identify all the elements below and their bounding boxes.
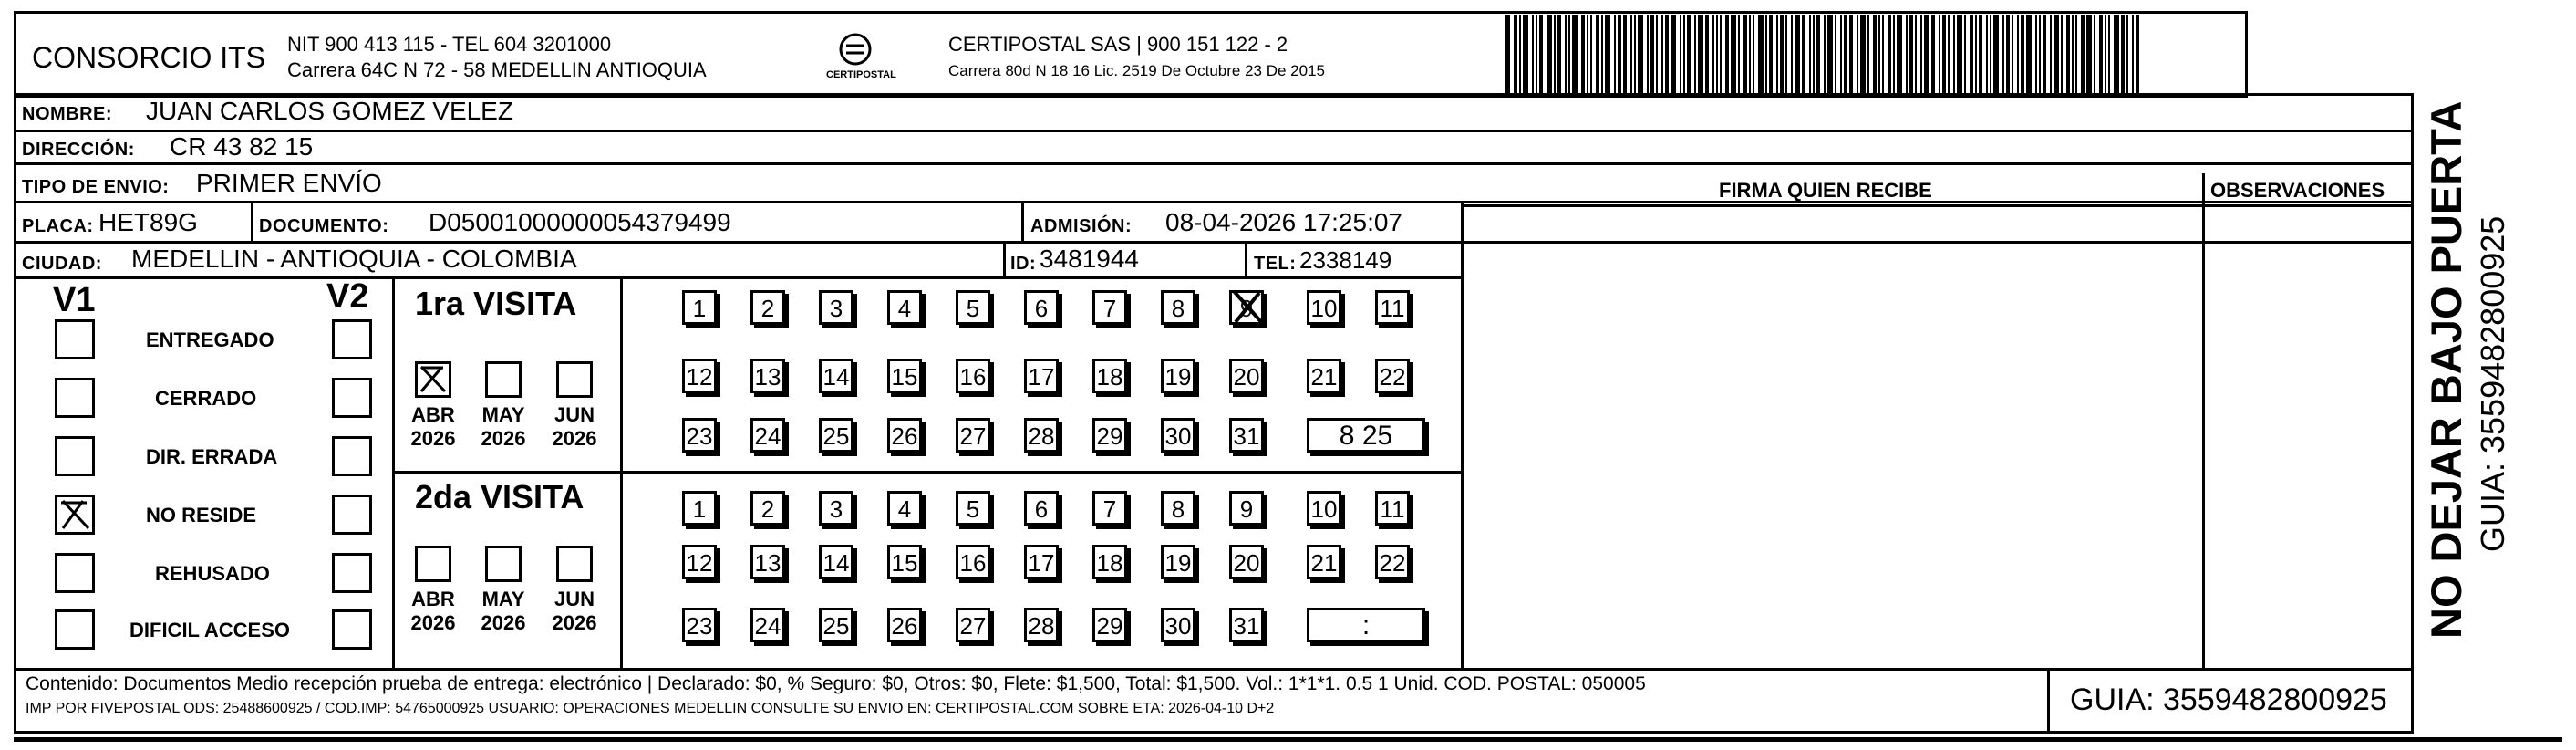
- barcode-bar: [1680, 15, 1681, 93]
- visit2-day-box[interactable]: 9: [1229, 491, 1264, 526]
- barcode-bar: [1776, 15, 1778, 93]
- barcode-bar: [1888, 15, 1891, 93]
- visit2-time-box[interactable]: :: [1307, 608, 1425, 642]
- tel-value: 2338149: [1299, 246, 1392, 274]
- id-value: 3481944: [1040, 245, 1140, 273]
- barcode-bar: [2105, 15, 2106, 93]
- barcode-bar: [2017, 15, 2019, 93]
- barcode-bar: [1587, 15, 1588, 93]
- row-line: [14, 241, 2414, 244]
- visit2-day-box[interactable]: 19: [1161, 545, 1195, 579]
- barcode-bar: [2026, 15, 2032, 93]
- barcode-bar: [1849, 15, 1853, 93]
- barcode-bar: [2094, 15, 2095, 93]
- status-v2-checkbox[interactable]: [332, 436, 372, 476]
- firma-header: FIRMA QUIEN RECIBE: [1719, 179, 1932, 202]
- visit2-day-box[interactable]: 2: [750, 491, 785, 526]
- barcode-bar: [1705, 15, 1709, 93]
- nombre-value: JUAN CARLOS GOMEZ VELEZ: [146, 97, 513, 125]
- visit2-day-box[interactable]: 17: [1024, 545, 1059, 579]
- visit1-day-box[interactable]: 20: [1229, 359, 1264, 393]
- cell-divider: [1245, 241, 1247, 276]
- barcode-bar: [1915, 15, 1917, 93]
- visit1-day-box[interactable]: 24: [750, 418, 785, 453]
- barcode-bar: [2061, 15, 2063, 93]
- visit1-day-box[interactable]: 26: [887, 418, 922, 453]
- status-v1-checkbox[interactable]: [55, 319, 95, 359]
- visit2-year-label: 2026: [481, 611, 526, 634]
- barcode-bar: [2039, 15, 2041, 93]
- barcode-bar: [2054, 15, 2059, 93]
- barcode-bar: [1970, 15, 1973, 93]
- certipostal-name: CERTIPOSTAL SAS | 900 151 122 - 2: [948, 33, 1288, 56]
- barcode-bar: [1975, 15, 1977, 93]
- visit2-month-label: MAY: [481, 588, 525, 610]
- barcode-bar: [1514, 15, 1517, 93]
- status-v2-checkbox[interactable]: [332, 495, 372, 535]
- barcode-bar: [1924, 15, 1929, 93]
- barcode-bar: [2132, 15, 2134, 93]
- visit2-day-box[interactable]: 11: [1375, 491, 1410, 526]
- barcode-bar: [1581, 15, 1585, 93]
- visit2-day-box[interactable]: 28: [1024, 608, 1059, 642]
- side-guia: GUIA: 3559482800925: [2474, 215, 2511, 552]
- visit2-year-label: 2026: [410, 611, 456, 634]
- visit2-day-box[interactable]: 12: [682, 545, 717, 579]
- visit1-title: 1ra VISITA: [415, 285, 577, 322]
- barcode-bar: [1816, 15, 1820, 93]
- barcode-bar: [1661, 15, 1663, 93]
- status-label: DIFICIL ACCESO: [129, 619, 291, 641]
- barcode-bar: [1809, 15, 1811, 93]
- visit1-day-box[interactable]: 12: [682, 359, 717, 393]
- visit1-month-checkbox[interactable]: [415, 361, 451, 398]
- barcode-bar: [1650, 15, 1654, 93]
- visit2-day-box[interactable]: 16: [956, 545, 990, 579]
- visit2-day-box[interactable]: 23: [682, 608, 717, 642]
- barcode-bar: [1785, 15, 1787, 93]
- firma-divider: [1461, 201, 1464, 668]
- visit2-day-box[interactable]: 4: [887, 491, 922, 526]
- admision-label: ADMISIÓN:: [1030, 216, 1133, 236]
- barcode-bar: [1725, 15, 1729, 93]
- barcode-bar: [2121, 15, 2125, 93]
- visit2-day-box[interactable]: 22: [1375, 545, 1410, 579]
- visit1-day-box[interactable]: 6: [1024, 290, 1059, 325]
- status-label: NO RESIDE: [146, 504, 257, 526]
- visit1-day-box[interactable]: 16: [956, 359, 990, 393]
- barcode-bar: [2075, 15, 2077, 93]
- visit1-day-box[interactable]: 14: [819, 359, 853, 393]
- logo-text: CERTIPOSTAL: [826, 69, 896, 80]
- company-name: CONSORCIO ITS: [32, 41, 266, 74]
- observaciones-header: OBSERVACIONES: [2210, 179, 2385, 202]
- row-line: [14, 201, 2414, 203]
- barcode-bar: [1656, 15, 1658, 93]
- visit1-day-box[interactable]: 5: [956, 290, 990, 325]
- cell-divider: [251, 201, 253, 241]
- barcode-bar: [2126, 15, 2128, 93]
- admision-value: 08-04-2026 17:25:07: [1165, 208, 1402, 236]
- visit1-year-label: 2026: [410, 427, 456, 450]
- visit2-month-checkbox[interactable]: [485, 546, 522, 582]
- status-label: REHUSADO: [155, 562, 270, 585]
- barcode-bar: [2035, 15, 2037, 93]
- visit2-day-box[interactable]: 24: [750, 608, 785, 642]
- visit2-month-label: JUN: [553, 588, 595, 610]
- barcode-bar: [1758, 15, 1764, 93]
- cell-divider: [1021, 201, 1024, 241]
- visit2-day-box[interactable]: 20: [1229, 545, 1264, 579]
- barcode-bar: [1802, 15, 1805, 93]
- ciudad-label: CIUDAD:: [22, 254, 102, 274]
- barcode-bar: [1964, 15, 1966, 93]
- barcode-bar: [1738, 15, 1740, 93]
- barcode-bar: [2043, 15, 2046, 93]
- barcode-bar: [1519, 15, 1521, 93]
- visit1-day-box[interactable]: 19: [1161, 359, 1195, 393]
- barcode-bar: [1873, 15, 1877, 93]
- barcode-bar: [1614, 15, 1616, 93]
- placa-label: PLACA:: [22, 216, 94, 236]
- visit1-day-box[interactable]: 11: [1375, 290, 1410, 325]
- visit2-month-checkbox[interactable]: [415, 546, 451, 582]
- barcode-bar: [2006, 15, 2010, 93]
- status-v2-checkbox[interactable]: [332, 319, 372, 359]
- barcode-bar: [2099, 15, 2103, 93]
- visit2-day-box[interactable]: 14: [819, 545, 853, 579]
- barcode-bar: [1743, 15, 1747, 93]
- barcode-bar: [1712, 15, 1714, 93]
- visit1-day-box[interactable]: 30: [1161, 418, 1195, 453]
- visit1-day-box[interactable]: 23: [682, 418, 717, 453]
- barcode-bar: [2081, 15, 2085, 93]
- barcode-bar: [1694, 15, 1696, 93]
- visit1-day-box[interactable]: 2: [750, 290, 785, 325]
- tipo-label: TIPO DE ENVIO:: [22, 177, 170, 197]
- barcode-bar: [1618, 15, 1621, 93]
- certipostal-logo: [826, 31, 896, 84]
- visit1-month-label: ABR: [411, 403, 455, 426]
- visit1-day-box[interactable]: 21: [1307, 359, 1341, 393]
- barcode-bar: [1565, 15, 1567, 93]
- footer-imp: IMP POR FIVEPOSTAL ODS: 25488600925 / COD.IMP: 54765000925 USUARIO: OPERACIONES MEDELLIN CONSULTE SU ENVIO EN: CERTIPOSTAL.COM SOBRE ETA: 2026-04-10 D+2: [26, 701, 1275, 716]
- barcode-bar: [1844, 15, 1847, 93]
- documento-value: D05001000000054379499: [429, 208, 731, 236]
- barcode-bar: [2072, 15, 2074, 93]
- barcode-bar: [1683, 15, 1685, 93]
- barcode-bar: [2050, 15, 2052, 93]
- barcode-bar: [1505, 15, 1510, 93]
- status-v1-checkbox[interactable]: [55, 378, 95, 418]
- barcode-bar: [1698, 15, 1703, 93]
- visit2-day-box[interactable]: 29: [1092, 608, 1127, 642]
- visit2-day-box[interactable]: 30: [1161, 608, 1195, 642]
- barcode-bar: [1749, 15, 1751, 93]
- barcode-bar: [1897, 15, 1902, 93]
- visit1-day-box[interactable]: 17: [1024, 359, 1059, 393]
- barcode-bar: [1634, 15, 1636, 93]
- visit2-day-box[interactable]: 18: [1092, 545, 1127, 579]
- col-head-line: [1461, 204, 2414, 207]
- visit2-day-box[interactable]: 1: [682, 491, 717, 526]
- visit-divider: [392, 471, 1461, 474]
- day-number: 9: [1239, 295, 1254, 322]
- visit1-day-box[interactable]: 28: [1024, 418, 1059, 453]
- barcode-bar: [1857, 15, 1858, 93]
- cell-divider: [1003, 241, 1006, 276]
- company-address: Carrera 64C N 72 - 58 MEDELLIN ANTIOQUIA: [287, 58, 707, 81]
- certipostal-license: Carrera 80d N 18 16 Lic. 2519 De Octubre 23 De 2015: [948, 62, 1325, 79]
- status-v1-checkbox[interactable]: [55, 436, 95, 476]
- barcode-bar: [1979, 15, 1982, 93]
- barcode-bar: [2066, 15, 2070, 93]
- row-line: [14, 162, 2414, 165]
- visit1-day-box[interactable]: [1229, 290, 1264, 325]
- nombre-label: NOMBRE:: [22, 104, 113, 124]
- barcode-bar: [1572, 15, 1578, 93]
- visit1-day-box[interactable]: 25: [819, 418, 853, 453]
- visit1-day-box[interactable]: 18: [1092, 359, 1127, 393]
- status-v2-checkbox[interactable]: [332, 553, 372, 593]
- barcode-bar: [1827, 15, 1833, 93]
- barcode-bar: [1939, 15, 1940, 93]
- barcode-bar: [1769, 15, 1773, 93]
- barcode-bar: [1601, 15, 1603, 93]
- barcode-bar: [2108, 15, 2110, 93]
- visit2-day-box[interactable]: 5: [956, 491, 990, 526]
- visit2-day-box[interactable]: 27: [956, 608, 990, 642]
- visit2-day-box[interactable]: 25: [819, 608, 853, 642]
- status-v2-checkbox[interactable]: [332, 378, 372, 418]
- barcode-bar: [1882, 15, 1884, 93]
- visit1-year-label: 2026: [481, 427, 526, 450]
- visit2-day-box[interactable]: 21: [1307, 545, 1341, 579]
- barcode-bar: [1765, 15, 1767, 93]
- barcode-bar: [1993, 15, 1999, 93]
- visit1-day-box[interactable]: 4: [887, 290, 922, 325]
- visit1-day-box[interactable]: 8: [1161, 290, 1195, 325]
- barcode-bar: [1840, 15, 1842, 93]
- visit2-year-label: 2026: [552, 611, 597, 634]
- barcode-bar: [1795, 15, 1800, 93]
- visit1-month-checkbox[interactable]: [556, 361, 593, 398]
- barcode-bar: [2002, 15, 2004, 93]
- visit2-day-box[interactable]: 8: [1161, 491, 1195, 526]
- visit1-day-box[interactable]: 3: [819, 290, 853, 325]
- status-v1-checkbox[interactable]: [55, 609, 95, 650]
- status-label: ENTREGADO: [146, 328, 274, 351]
- barcode-bar: [2114, 15, 2119, 93]
- barcode-bar: [1867, 15, 1869, 93]
- visit1-day-box[interactable]: 13: [750, 359, 785, 393]
- barcode-bar: [1557, 15, 1561, 93]
- visit2-title: 2da VISITA: [415, 478, 585, 516]
- visit1-month-checkbox[interactable]: [485, 361, 522, 398]
- barcode-bar: [1716, 15, 1718, 93]
- status-v2-checkbox[interactable]: [332, 609, 372, 650]
- status-label: CERRADO: [155, 387, 257, 410]
- row-line: [14, 276, 1461, 279]
- barcode-bar: [1638, 15, 1643, 93]
- visit1-day-box[interactable]: 15: [887, 359, 922, 393]
- footer-guia: GUIA: 3559482800925: [2070, 682, 2387, 717]
- barcode-bar: [1813, 15, 1815, 93]
- visit1-year-label: 2026: [552, 427, 597, 450]
- visit1-month-label: JUN: [553, 403, 595, 426]
- barcode-bar: [1605, 15, 1610, 93]
- barcode-bar: [1547, 15, 1552, 93]
- barcode-bar: [1623, 15, 1627, 93]
- status-v1-checkbox[interactable]: [55, 553, 95, 593]
- company-nit: NIT 900 413 115 - TEL 604 3201000: [287, 33, 612, 56]
- ciudad-value: MEDELLIN - ANTIOQUIA - COLOMBIA: [131, 245, 577, 273]
- visit2-month-checkbox[interactable]: [556, 546, 593, 582]
- barcode-bar: [2012, 15, 2013, 93]
- barcode-bar: [1630, 15, 1632, 93]
- visit2-day-box[interactable]: 6: [1024, 491, 1059, 526]
- visit2-day-box[interactable]: 31: [1229, 608, 1264, 642]
- status-v1-checkbox[interactable]: [55, 495, 95, 535]
- status-label: DIR. ERRADA: [146, 445, 278, 468]
- barcode-bar: [2136, 15, 2139, 93]
- visit2-day-box[interactable]: 10: [1307, 491, 1341, 526]
- footer-divider: [2047, 668, 2050, 734]
- barcode-bar: [1791, 15, 1793, 93]
- visit2-day-box[interactable]: 3: [819, 491, 853, 526]
- barcode-bar: [1835, 15, 1836, 93]
- barcode-bar: [1671, 15, 1676, 93]
- barcode-bar: [1957, 15, 1962, 93]
- row-line: [14, 668, 2414, 671]
- barcode-bar: [1568, 15, 1570, 93]
- visit1-day-box[interactable]: 22: [1375, 359, 1410, 393]
- v1-header: V1: [53, 281, 96, 319]
- barcode-bar: [1523, 15, 1528, 93]
- tel-label: TEL:: [1254, 254, 1297, 274]
- tipo-value: PRIMER ENVÍO: [196, 169, 382, 197]
- visit1-day-box[interactable]: 29: [1092, 418, 1127, 453]
- id-label: ID:: [1010, 254, 1037, 274]
- visit1-day-box[interactable]: 27: [956, 418, 990, 453]
- visit1-day-box[interactable]: 1: [682, 290, 717, 325]
- barcode-bar: [1554, 15, 1556, 93]
- barcode-bar: [1990, 15, 1991, 93]
- footer-contenido: Contenido: Documentos Medio recepción prueba de entrega: electrónico | Declarado: $0, % Seguro: $0, Otros: $0, Flete: $1,500, Total: $1,500. Vol.: 1*1*1. 0.5 1 Unid. COD. POSTAL: 050005: [26, 673, 1646, 694]
- placa-value: HET89G: [98, 208, 198, 236]
- barcode-bar: [1687, 15, 1691, 93]
- visit1-day-box[interactable]: 31: [1229, 418, 1264, 453]
- barcode-bar: [1753, 15, 1754, 93]
- visit1-month-label: MAY: [481, 403, 525, 426]
- visit2-day-box[interactable]: 7: [1092, 491, 1127, 526]
- barcode-bar: [1780, 15, 1784, 93]
- visit2-day-box[interactable]: 13: [750, 545, 785, 579]
- barcode-bar: [1920, 15, 1922, 93]
- barcode-bar: [2021, 15, 2024, 93]
- barcode-bar: [1539, 15, 1543, 93]
- barcode-bar: [1942, 15, 1946, 93]
- direccion-value: CR 43 82 15: [170, 132, 314, 161]
- documento-label: DOCUMENTO:: [259, 216, 389, 236]
- v2-header: V2: [326, 277, 369, 316]
- direccion-label: DIRECCIÓN:: [22, 140, 135, 160]
- obs-divider: [2202, 173, 2205, 668]
- barcode: [1505, 15, 2225, 93]
- barcode-bar: [1665, 15, 1669, 93]
- barcode-bar: [1860, 15, 1866, 93]
- barcode-bar: [1647, 15, 1649, 93]
- row-line: [14, 130, 2414, 132]
- visit1-day-box[interactable]: 10: [1307, 290, 1341, 325]
- barcode-bar: [1596, 15, 1599, 93]
- barcode-bar: [1532, 15, 1534, 93]
- visit2-day-box[interactable]: 26: [887, 608, 922, 642]
- barcode-bar: [1953, 15, 1955, 93]
- visit2-month-label: ABR: [411, 588, 455, 610]
- no-dejar-bajo-puerta: NO DEJAR BAJO PUERTA: [2422, 100, 2470, 639]
- barcode-bar: [1909, 15, 1913, 93]
- barcode-bar: [1986, 15, 1988, 93]
- barcode-bar: [1878, 15, 1880, 93]
- barcode-bar: [2086, 15, 2092, 93]
- visit2-day-box[interactable]: 15: [887, 545, 922, 579]
- barcode-bar: [1893, 15, 1895, 93]
- barcode-bar: [1948, 15, 1950, 93]
- barcode-bar: [1731, 15, 1736, 93]
- barcode-bar: [1824, 15, 1826, 93]
- barcode-bar: [1931, 15, 1935, 93]
- barcode-bar: [1590, 15, 1592, 93]
- barcode-bar: [1536, 15, 1537, 93]
- barcode-bar: [1906, 15, 1908, 93]
- visit1-day-box[interactable]: 7: [1092, 290, 1127, 325]
- bottom-rule: [14, 737, 2562, 742]
- barcode-bar: [1720, 15, 1722, 93]
- visit1-time-box[interactable]: 8 25: [1307, 418, 1425, 453]
